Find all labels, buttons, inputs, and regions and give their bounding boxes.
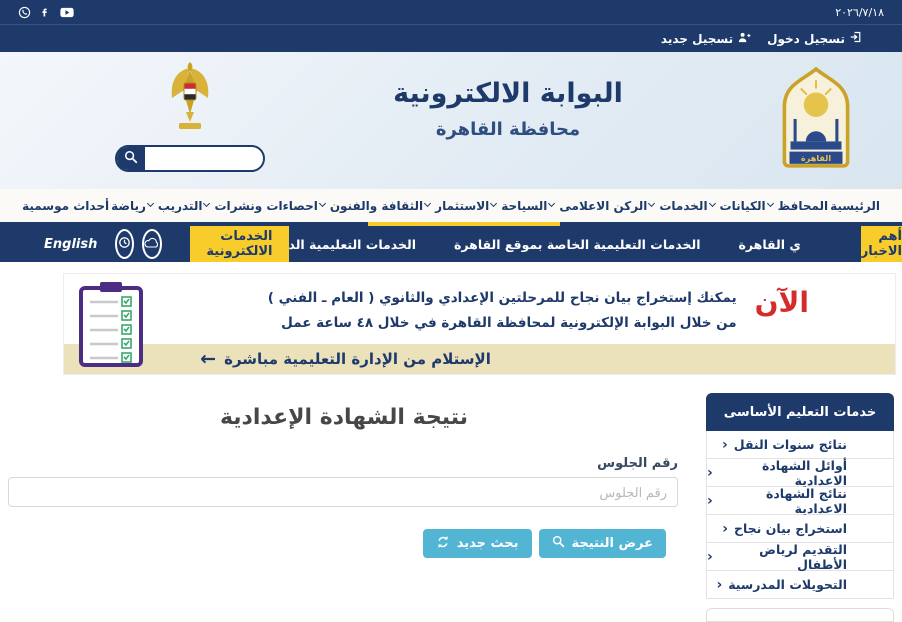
person-plus-icon	[738, 31, 751, 47]
sidebar-item-prep-certificate-top-students[interactable]: أوائل الشهادة الاعدادية ‹	[706, 459, 894, 487]
nav-item-culture-arts[interactable]: الثقافة والفنون	[320, 199, 423, 213]
portal-title-block	[393, 78, 623, 140]
topbar-row-1	[0, 0, 902, 25]
search-icon	[124, 150, 138, 167]
seat-number-label: رقم الجلوس	[597, 456, 678, 471]
chevron-down-icon	[648, 200, 655, 207]
chevron-down-icon	[548, 200, 555, 207]
cairo-governorate-logo	[780, 66, 852, 176]
ticker-item: ي القاهرة	[738, 236, 801, 252]
svg-text:القاهرة: القاهرة	[800, 152, 832, 163]
announcement-top	[64, 274, 895, 344]
clock-icon	[117, 235, 132, 253]
ticker-item: الخدمات التعليمية الد	[288, 236, 417, 252]
chevron-down-icon	[709, 200, 716, 207]
announcement-banner	[63, 273, 896, 375]
chevron-left-icon: ‹	[707, 464, 713, 481]
nav-item-training[interactable]: التدريب	[148, 199, 203, 213]
facebook-icon[interactable]	[41, 6, 50, 19]
announcement-line-2: من خلال البوابة الإلكترونية لمحافظة القاهرة في خلال ٤٨ ساعة عمل	[281, 315, 737, 331]
sidebar-basic-education	[706, 393, 894, 622]
login-icon	[850, 31, 862, 46]
nav-item-sports[interactable]: رياضة	[111, 198, 146, 213]
chevron-down-icon	[490, 200, 497, 207]
ticker-item: الخدمات التعليمية الخاصة بموقع القاهرة	[454, 236, 701, 252]
chevron-down-icon	[767, 200, 774, 207]
announcement-pickup-strip	[64, 344, 895, 374]
sidebar-next-section	[706, 608, 894, 622]
left-arrow-icon: ←	[200, 347, 217, 370]
cloud-icon	[144, 237, 160, 252]
result-form-section	[0, 393, 688, 622]
nav-item-investment[interactable]: الاستثمار	[425, 199, 489, 213]
search-icon	[552, 535, 565, 552]
new-search-button[interactable]: بحث جديد	[423, 529, 532, 558]
nav-item-statistics[interactable]: احصاءات ونشرات	[204, 199, 317, 213]
news-ticker[interactable]	[289, 226, 861, 262]
page-header	[0, 52, 902, 189]
portal-title: البوابة الالكترونية	[393, 78, 623, 109]
nav-item-home[interactable]: الرئيسية	[830, 198, 880, 213]
nav-item-seasonal-events[interactable]: أحداث موسمية	[22, 198, 110, 213]
ticker-bar	[0, 226, 902, 262]
eservices-tab[interactable]: الخدمات الالكترونية	[190, 226, 288, 262]
header-search-input[interactable]	[149, 147, 257, 170]
content-row	[0, 375, 902, 622]
topbar	[0, 0, 902, 52]
sidebar-header: خدمات التعليم الأساسى	[706, 393, 894, 431]
sidebar-item-school-transfers[interactable]: التحويلات المدرسية ‹	[706, 571, 894, 599]
nav-item-governor[interactable]: المحافظ	[768, 199, 829, 213]
egypt-eagle-logo	[162, 60, 218, 136]
sidebar-item-kindergarten-application[interactable]: التقديم لرياض الأطفال ‹	[706, 543, 894, 571]
brand-left	[112, 60, 268, 172]
page-title: نتيجة الشهادة الإعدادية	[219, 405, 469, 430]
clipboard-checklist-icon	[78, 280, 144, 372]
auth-bar	[0, 25, 902, 52]
now-label: الآن	[754, 286, 809, 319]
pickup-text: الإستلام من الإدارة التعليمية مباشرة	[224, 350, 491, 368]
chevron-left-icon: ‹	[716, 576, 723, 593]
announcement-line-1: يمكنك إستخراج بيان نجاح للمرحلتين الإعدادي والثانوي ( العام ـ الفني )	[267, 290, 737, 306]
chevron-left-icon: ‹	[722, 436, 728, 453]
sidebar-item-transfer-years-results[interactable]: نتائج سنوات النقل ‹	[706, 431, 894, 459]
youtube-icon[interactable]	[60, 7, 74, 18]
seat-number-form	[8, 456, 678, 558]
header-search-button[interactable]	[117, 147, 145, 170]
sidebar-item-prep-certificate-results[interactable]: نتائج الشهادة الاعدادية ‹	[706, 487, 894, 515]
chevron-left-icon: ‹	[722, 520, 728, 537]
refresh-icon	[436, 535, 450, 553]
current-date: ٢٠٢٦/٧/١٨	[835, 5, 884, 19]
language-toggle-english[interactable]: English	[44, 236, 98, 252]
nav-item-services[interactable]: الخدمات	[649, 199, 707, 213]
login-label: تسجيل دخول	[767, 31, 845, 46]
whatsapp-icon[interactable]	[18, 6, 31, 19]
form-buttons	[8, 529, 678, 558]
chevron-down-icon	[203, 200, 210, 207]
announcement-text	[268, 286, 737, 336]
chevron-left-icon: ‹	[707, 492, 713, 509]
chevron-down-icon	[424, 200, 431, 207]
chevron-left-icon: ‹	[707, 548, 713, 565]
register-link[interactable]	[661, 31, 751, 47]
register-label: تسجيل جديد	[660, 31, 734, 46]
nav-item-entities[interactable]: الكيانات	[710, 199, 766, 213]
chevron-down-icon	[319, 200, 326, 207]
cloud-icon-button[interactable]	[142, 229, 162, 259]
top-news-label[interactable]: أهم الاخبار	[861, 226, 902, 262]
show-result-button[interactable]: عرض النتيجة	[539, 529, 667, 558]
seat-number-input[interactable]	[8, 477, 678, 507]
nav-item-media-corner[interactable]: الركن الاعلامى	[549, 199, 647, 213]
sidebar-item-success-statement[interactable]: استخراج بيان نجاح ‹	[706, 515, 894, 543]
nav-item-tourism[interactable]: السياحة	[491, 199, 547, 213]
portal-subtitle: محافظة القاهرة	[435, 119, 581, 140]
main-nav	[0, 189, 902, 222]
header-search	[115, 145, 265, 172]
chevron-down-icon	[147, 200, 154, 207]
social-icons	[18, 6, 74, 19]
clock-icon-button[interactable]	[115, 229, 134, 259]
login-link[interactable]	[767, 31, 862, 46]
